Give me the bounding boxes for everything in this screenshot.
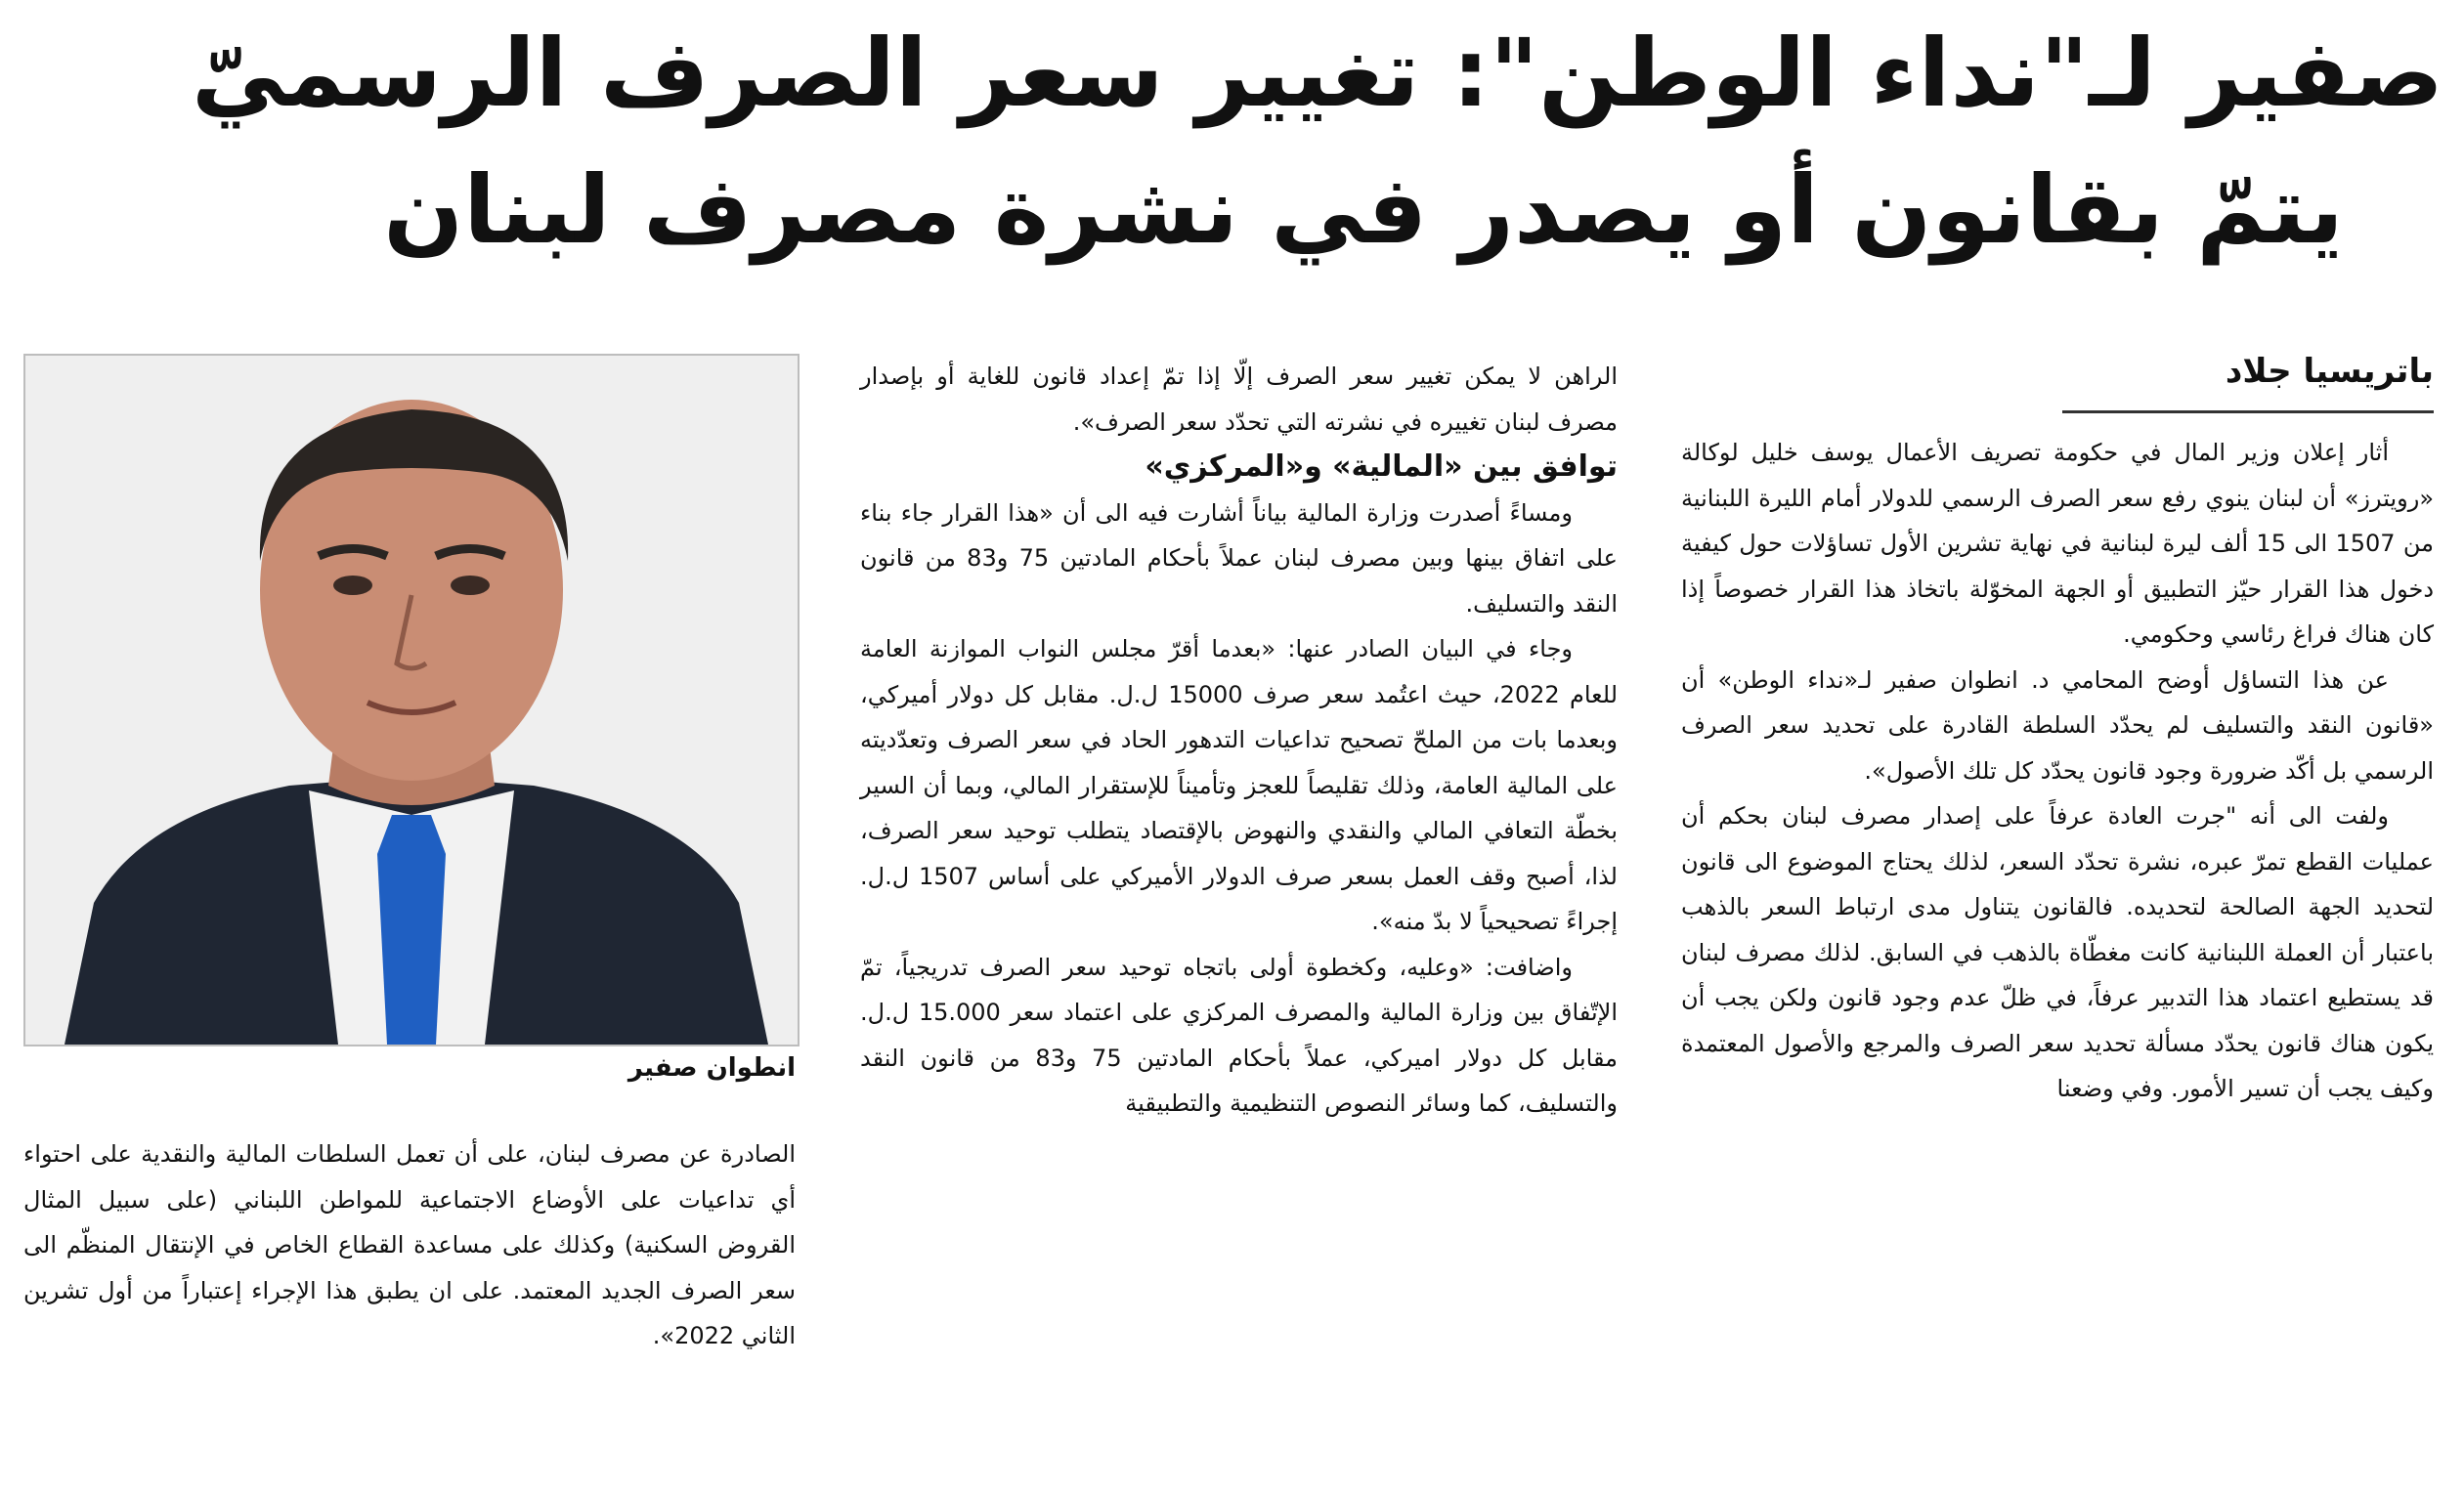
headline-line-1: صفير لـ"نداء الوطن": تغيير سعر الصرف الرسميّ <box>192 19 2443 128</box>
portrait-photo <box>23 354 800 1046</box>
paragraph: عن هذا التساؤل أوضح المحامي د. انطوان صفير لـ«نداء الوطن» أن «قانون النقد والتسليف لم يحدّد السلطة القادرة على تحديد سعر الصرف الرسمي بل أكّد ضرورة وجود قانون يحدّد كل تلك الأصول». <box>1681 665 2434 785</box>
paragraph: الراهن لا يمكن تغيير سعر الصرف إلّا إذا تمّ إعداد قانون للغاية أو بإصدار مصرف لبنان تغييره في نشرته التي تحدّد سعر الصرف». <box>860 363 1618 436</box>
headline <box>192 5 2443 278</box>
article-column-left <box>23 1131 796 1359</box>
section-subheading: توافق بين «المالية» و«المركزي» <box>1145 449 1618 484</box>
paragraph: واضافت: «وعليه، وكخطوة أولى باتجاه توحيد سعر الصرف تدريجياً، تمّ الإتّفاق بين وزارة المالية والمصرف المركزي على اعتماد سعر 15.000 ل.ل. مقابل كل دولار اميركي، عملاً بأحكام المادتين 75 و83 من قانون النقد والتسليف، كما وسائر النصوص التنظيمية والتطبيقية <box>860 953 1619 1117</box>
paragraph: الصادرة عن مصرف لبنان، على أن تعمل السلطات المالية والنقدية على احتواء أي تداعيات على الأوضاع الاجتماعية للمواطن اللبناني (على سبيل المثال القروض السكنية) وكذلك على مساعدة القطاع الخاص في الإنتقال المنظّم الى سعر الصرف الجديد المعتمد. على ان يطبق هذا الإجراء إعتباراً من أول تشرين الثاني 2022». <box>23 1140 796 1349</box>
article-column-right <box>1681 430 2434 1112</box>
paragraph: أثار إعلان وزير المال في حكومة تصريف الأعمال يوسف خليل لوكالة «رويترز» أن لبنان ينوي رفع سعر الصرف الرسمي للدولار أمام الليرة اللبنانية من 1507 الى 15 ألف ليرة لبنانية في نهاية تشرين الأول تساؤلات حول كيفية دخول هذا القرار حيّز التطبيق أو الجهة المخوّلة باتخاذ هذا القرار خصوصاً إذا كان هناك فراغ رئاسي وحكومي. <box>1681 439 2434 648</box>
article-column-middle <box>860 354 1618 1127</box>
photo-caption: انطوان صفير <box>627 1053 796 1083</box>
paragraph: ولفت الى أنه "جرت العادة عرفاً على إصدار مصرف لبنان بحكم أن عمليات القطع تمرّ عبره، نشرة تحدّد السعر، لذلك يحتاج الموضوع الى قانون لتحديد الجهة الصالحة لتحديده. فالقانون يتناول مدى ارتباط السعر بالذهب باعتبار أن العملة اللبنانية كانت مغطّاة بالذهب في السابق. لذلك مصرف لبنان قد يستطيع اعتماد هذا التدبير عرفاً، في ظلّ عدم وجود قانون ولكن يجب أن يكون هناك قانون يحدّد مسألة تحديد سعر الصرف والمرجع والأصول المعتمدة وكيف يجب أن تسير الأمور. وفي وضعنا <box>1681 802 2434 1102</box>
portrait-illustration <box>25 356 798 1045</box>
author-byline: باتريسيا جلاد <box>2062 352 2434 413</box>
headline-line-2: يتمّ بقانون أو يصدر في نشرة مصرف لبنان <box>383 155 2344 265</box>
paragraph: وجاء في البيان الصادر عنها: «بعدما أقرّ مجلس النواب الموازنة العامة للعام 2022، حيث اعتُمد سعر صرف 15000 ل.ل. مقابل كل دولار أميركي، وبعدما بات من الملحّ تصحيح تداعيات التدهور الحاد في سعر الصرف وتعدّديته على المالية العامة، وذلك تقليصاً للعجز وتأميناً للإستقرار المالي، وبما أن السير بخطّة التعافي المالي والنقدي والنهوض بالإقتصاد يتطلب توحيد سعر الصرف، لذا، أصبح وقف العمل بسعر صرف الدولار الأميركي على أساس 1507 ل.ل. إجراءً تصحيحياً لا بدّ منه». <box>860 635 1619 935</box>
paragraph: ومساءً أصدرت وزارة المالية بياناً أشارت فيه الى أن «هذا القرار جاء بناء على اتفاق بينها وبين مصرف لبنان عملاً بأحكام المادتين 75 و83 من قانون النقد والتسليف. <box>860 498 1618 618</box>
